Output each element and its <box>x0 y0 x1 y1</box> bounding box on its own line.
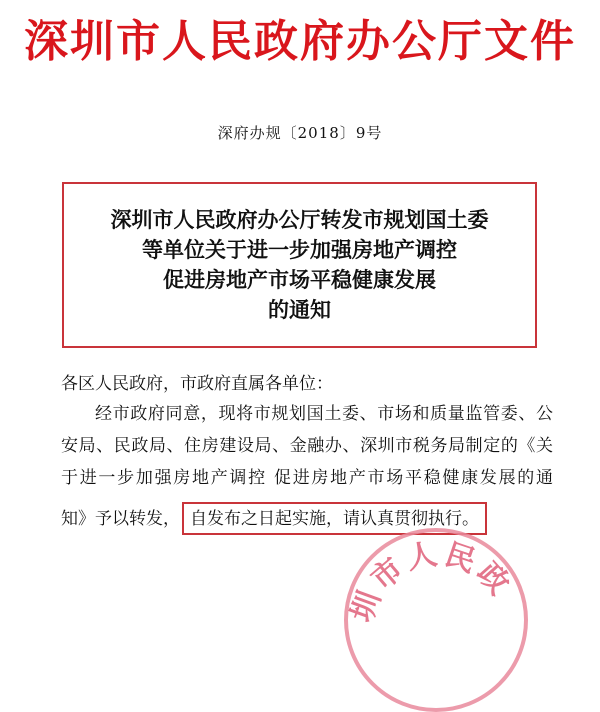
seal-graphic <box>344 528 528 712</box>
body-paragraph-line: 经市政府同意，现将市规划国土委、市场和质量监管委、公 <box>95 404 553 424</box>
title-line: 深圳市人民政府办公厅转发市规划国土委 <box>110 207 489 232</box>
document-title-box <box>62 182 537 348</box>
title-line: 等单位关于进一步加强房地产调控 <box>142 237 457 262</box>
svg-text:圳市人民政 <box>345 536 519 627</box>
body-paragraph-line: 安局、民政局、住房建设局、金融办、深圳市税务局制定的《关 <box>61 436 553 456</box>
document-header-title: 深圳市人民政府办公厅文件 <box>24 16 576 67</box>
body-text: 知》予以转发， <box>61 509 180 529</box>
seal-text: 圳市人民政 <box>344 536 519 627</box>
document-number: 深府办规〔2018〕9号 <box>217 124 383 142</box>
highlighted-effective-text: 自发布之日起实施，请认真贯彻执行。 <box>182 502 487 535</box>
official-seal <box>344 528 528 712</box>
title-line: 的通知 <box>268 297 331 322</box>
title-line: 促进房地产市场平稳健康发展 <box>163 267 436 292</box>
salutation: 各区人民政府，市政府直属各单位： <box>61 374 333 394</box>
body-paragraph-line: 于进一步加强房地产调控 促进房地产市场平稳健康发展的通 <box>61 468 553 488</box>
